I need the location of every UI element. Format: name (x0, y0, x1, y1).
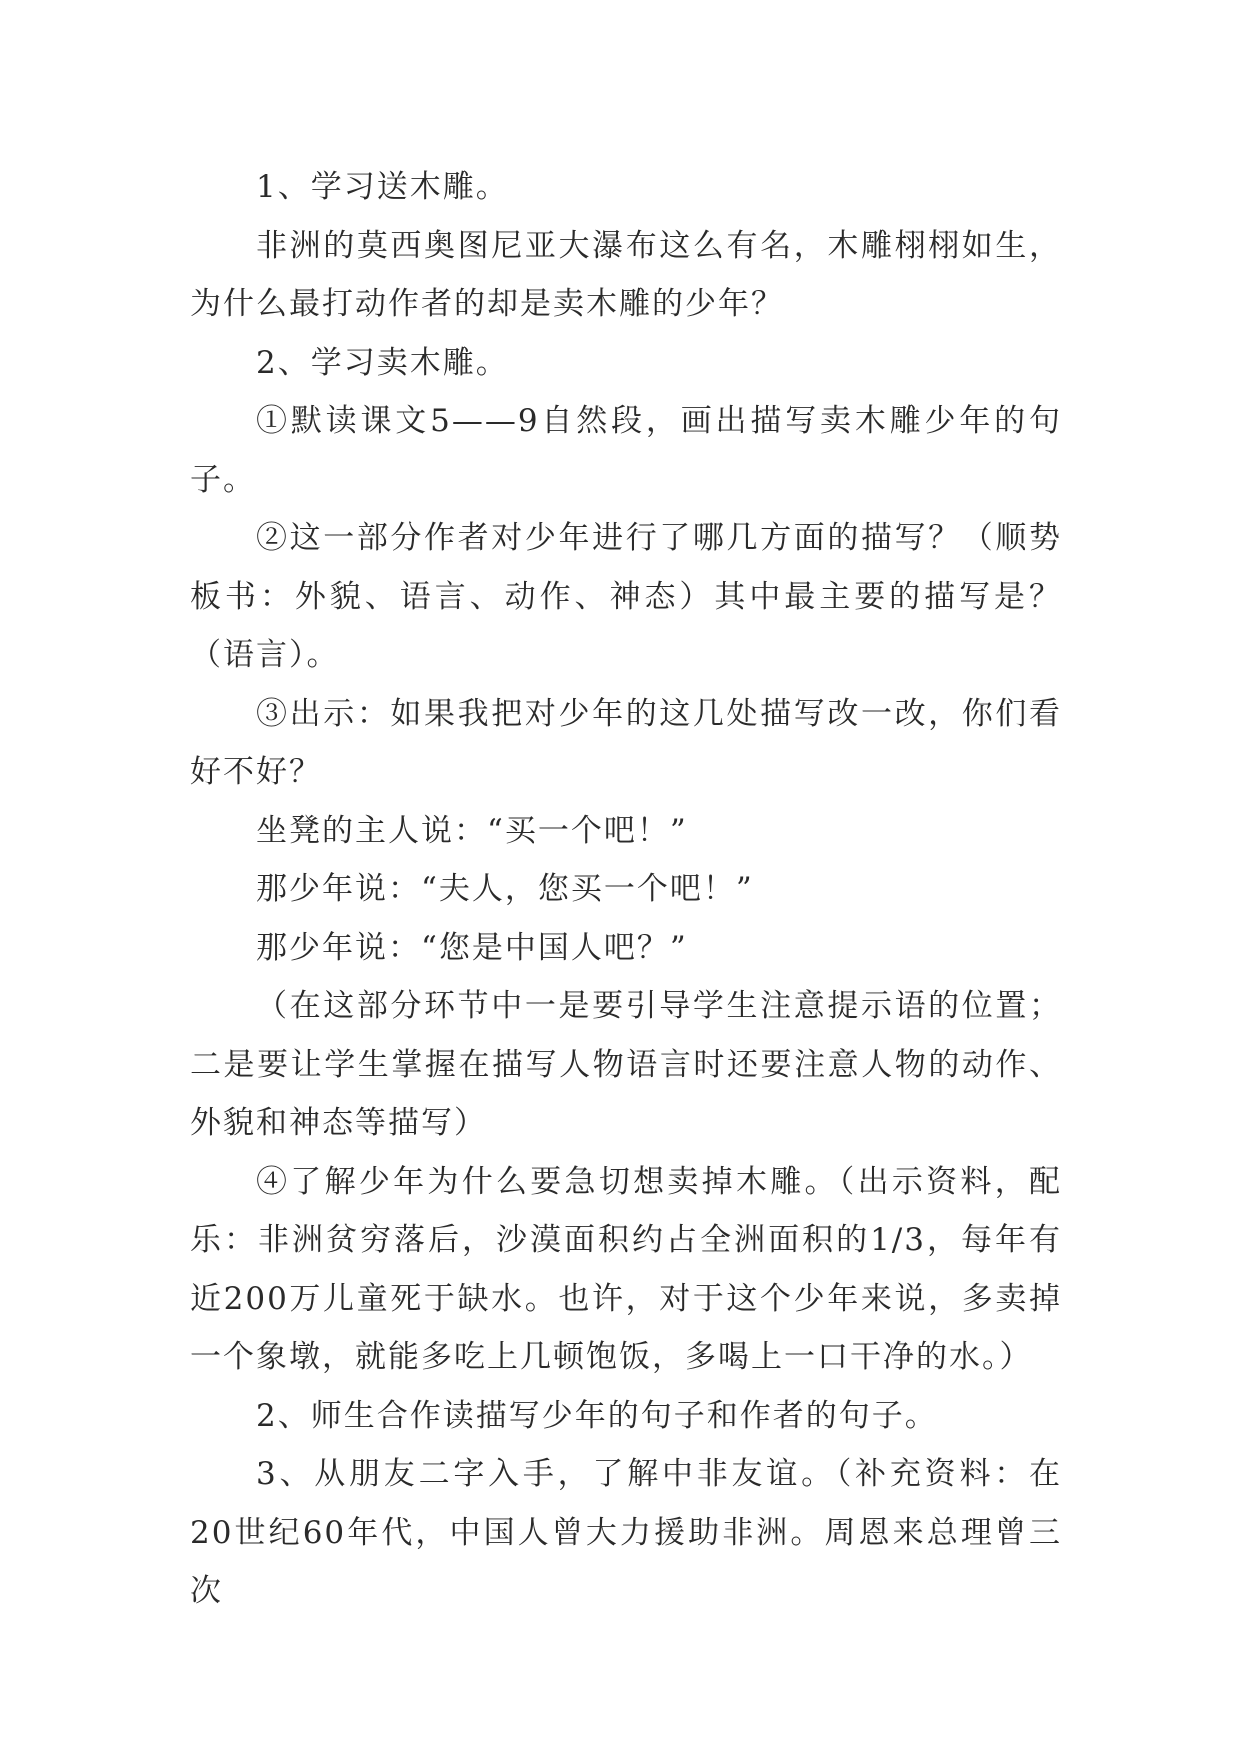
document-body (190, 158, 1062, 1621)
paragraph-step-3: ③出示：如果我把对少年的这几处描写改一改，你们看好不好？ (190, 695, 1062, 790)
paragraph-step-2: ②这一部分作者对少年进行了哪几方面的描写？（顺势板书：外貌、语言、动作、神态）其中最主要的描写是？（语言）。 (190, 520, 1062, 673)
paragraph-heading-4: 3、从朋友二字入手，了解中非友谊。（补充资料：在20世纪60年代，中国人曾大力援助非洲。周恩来总理曾三次 (190, 1456, 1062, 1609)
paragraph-step-1: ①默读课文5——9自然段，画出描写卖木雕少年的句子。 (190, 403, 1062, 498)
paragraph-quote-1: 坐凳的主人说：“买一个吧！” (256, 812, 688, 849)
paragraph-step-4: ④了解少年为什么要急切想卖掉木雕。（出示资料，配乐：非洲贫穷落后，沙漠面积约占全洲面积的1/3，每年有近200万儿童死于缺水。也许，对于这个少年来说，多卖掉一个象墩，就能多吃上几顿饱饭，多喝上一口干净的水。） (190, 1163, 1062, 1375)
paragraph-heading-2: 2、学习卖木雕。 (256, 344, 509, 381)
paragraph-note: （在这部分环节中一是要引导学生注意提示语的位置；二是要让学生掌握在描写人物语言时还要注意人物的动作、外貌和神态等描写） (190, 988, 1062, 1141)
paragraph-quote-2: 那少年说：“夫人，您买一个吧！” (256, 871, 754, 907)
paragraph-heading-3: 2、师生合作读描写少年的句子和作者的句子。 (256, 1397, 938, 1434)
paragraph-question-1: 非洲的莫西奥图尼亚大瀑布这么有名，木雕栩栩如生，为什么最打动作者的却是卖木雕的少年？ (190, 227, 1062, 322)
paragraph-quote-3: 那少年说：“您是中国人吧？” (256, 929, 688, 966)
paragraph-heading-1: 1、学习送木雕。 (256, 169, 509, 205)
